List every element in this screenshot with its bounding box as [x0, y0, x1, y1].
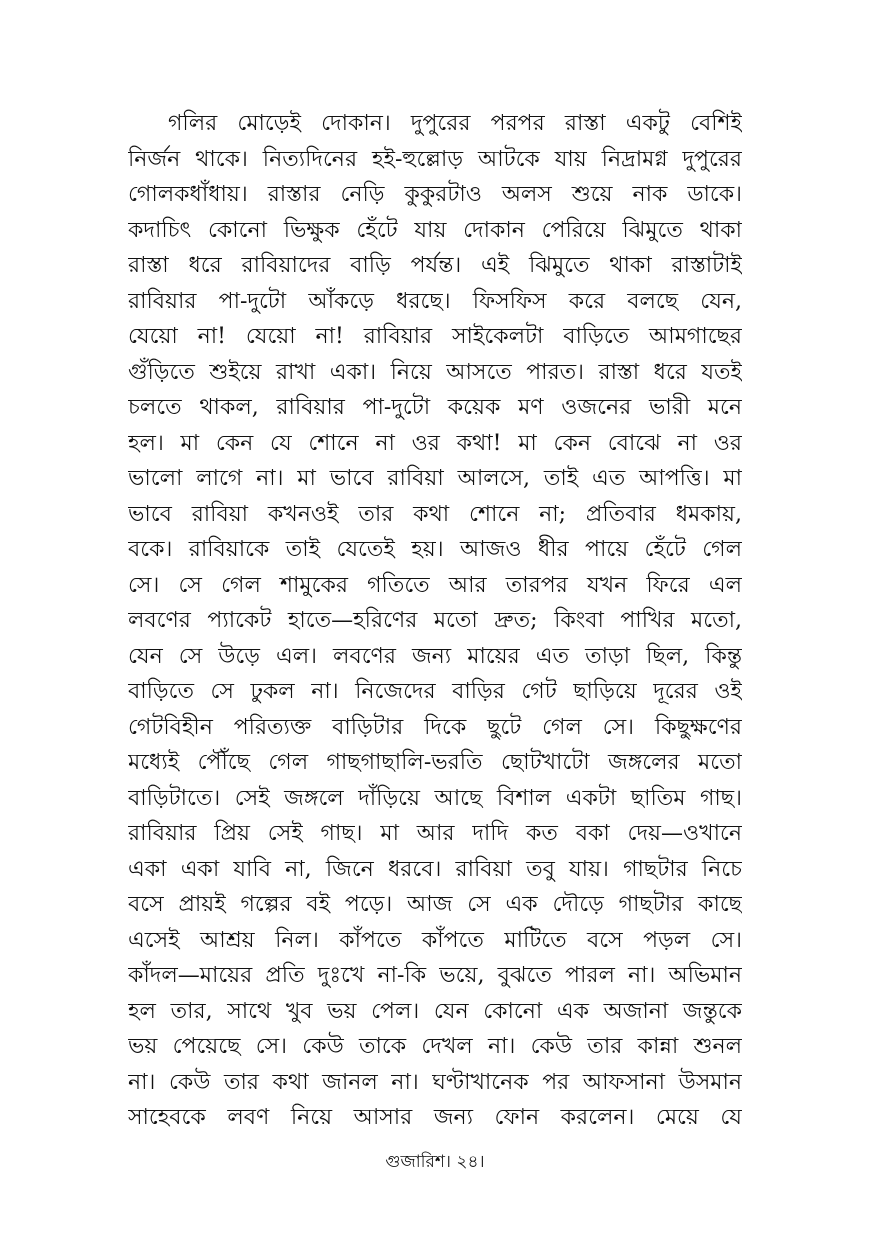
text-line: গুঁড়িতে শুইয়ে রাখা একা। নিয়ে আসতে পারত। রাস্তা ধরে যতই [128, 359, 742, 385]
text-line: বাড়িটাতে। সেই জঙ্গলে দাঁড়িয়ে আছে বিশাল একটা ছাতিম গাছ। [128, 785, 742, 811]
text-line: বসে প্রায়ই গল্পের বই পড়ে। আজ সে এক দৌড়ে গাছটার কাছে [128, 892, 742, 917]
text-line: যেয়ো না! যেয়ো না! রাবিয়ার সাইকেলটা বাড়িতে আমগাছের [128, 324, 742, 349]
page-footer: গুজারিশ। ২৪। [385, 1152, 485, 1172]
text-line: গেটবিহীন পরিত্যক্ত বাড়িটার দিকে ছুটে গেল সে। কিছুক্ষণের [128, 714, 742, 740]
text-line: হল তার, সাথে খুব ভয় পেল। যেন কোনো এক অজানা জন্তুকে [128, 998, 742, 1024]
text-line: গোলকধাঁধায়। রাস্তার নেড়ি কুকুরটাও অলস শুয়ে নাক ডাকে। [128, 182, 742, 207]
body-text [128, 106, 742, 1136]
text-line: রাবিয়ার পা-দুটো আঁকড়ে ধরছে। ফিসফিস করে বলছে যেন, [128, 288, 742, 314]
text-line: সে। সে গেল শামুকের গতিতে আর তারপর যখন ফিরে এল [128, 572, 742, 598]
text-line: কাঁদল—মায়ের প্রতি দুঃখে না-কি ভয়ে, বুঝতে পারল না। অভিমান [128, 963, 742, 988]
text-line: ভয় পেয়েছে সে। কেউ তাকে দেখল না। কেউ তার কান্না শুনল [128, 1034, 742, 1059]
text-line: সাহেবকে লবণ নিয়ে আসার জন্য ফোন করলেন। মেয়ে যে [128, 1105, 742, 1130]
text-line: কদাচিৎ কোনো ভিক্ষুক হেঁটে যায় দোকান পেরিয়ে ঝিমুতে থাকা [128, 217, 742, 243]
text-line: লবণের প্যাকেট হাতে—হরিণের মতো দ্রুত; কিংবা পাখির মতো, [128, 608, 742, 633]
text-line: গলির মোড়েই দোকান। দুপুরের পরপর রাস্তা একটু বেশিই [168, 111, 742, 136]
text-line: নির্জন থাকে। নিত্যদিনের হই-হুল্লোড় আটকে যায় নিদ্রামগ্ন দুপুরের [128, 146, 742, 172]
text-line: ভালো লাগে না। মা ভাবে রাবিয়া আলসে, তাই এত আপত্তি। মা [128, 466, 742, 491]
text-line: একা একা যাবি না, জিনে ধরবে। রাবিয়া তবু যায়। গাছটার নিচে [128, 856, 742, 882]
text-line: হল। মা কেন যে শোনে না ওর কথা! মা কেন বোঝে না ওর [128, 430, 742, 456]
text-line: মধ্যেই পৌঁছে গেল গাছগাছালি-ভরতি ছোটখাটো জঙ্গলের মতো [128, 750, 742, 775]
text-line: বাড়িতে সে ঢুকল না। নিজেদের বাড়ির গেট ছাড়িয়ে দূরের ওই [128, 679, 742, 704]
text-line: ভাবে রাবিয়া কখনওই তার কথা শোনে না; প্রতিবার ধমকায়, [128, 501, 742, 527]
text-line: চলতে থাকল, রাবিয়ার পা-দুটো কয়েক মণ ওজনের ভারী মনে [128, 395, 742, 420]
text-line: রাবিয়ার প্রিয় সেই গাছ। মা আর দাদি কত বকা দেয়—ওখানে [128, 821, 742, 846]
text-line: না। কেউ তার কথা জানল না। ঘণ্টাখানেক পর আফসানা উসমান [128, 1069, 742, 1095]
text-line: রাস্তা ধরে রাবিয়াদের বাড়ি পর্যন্ত। এই ঝিমুতে থাকা রাস্তাটাই [128, 253, 742, 278]
text-line: বকে। রাবিয়াকে তাই যেতেই হয়। আজও ধীর পায়ে হেঁটে গেল [128, 537, 742, 562]
text-line: এসেই আশ্রয় নিল। কাঁপতে কাঁপতে মাটিতে বসে পড়ল সে। [128, 927, 742, 953]
text-line: যেন সে উড়ে এল। লবণের জন্য মায়ের এত তাড়া ছিল, কিন্তু [128, 643, 742, 669]
